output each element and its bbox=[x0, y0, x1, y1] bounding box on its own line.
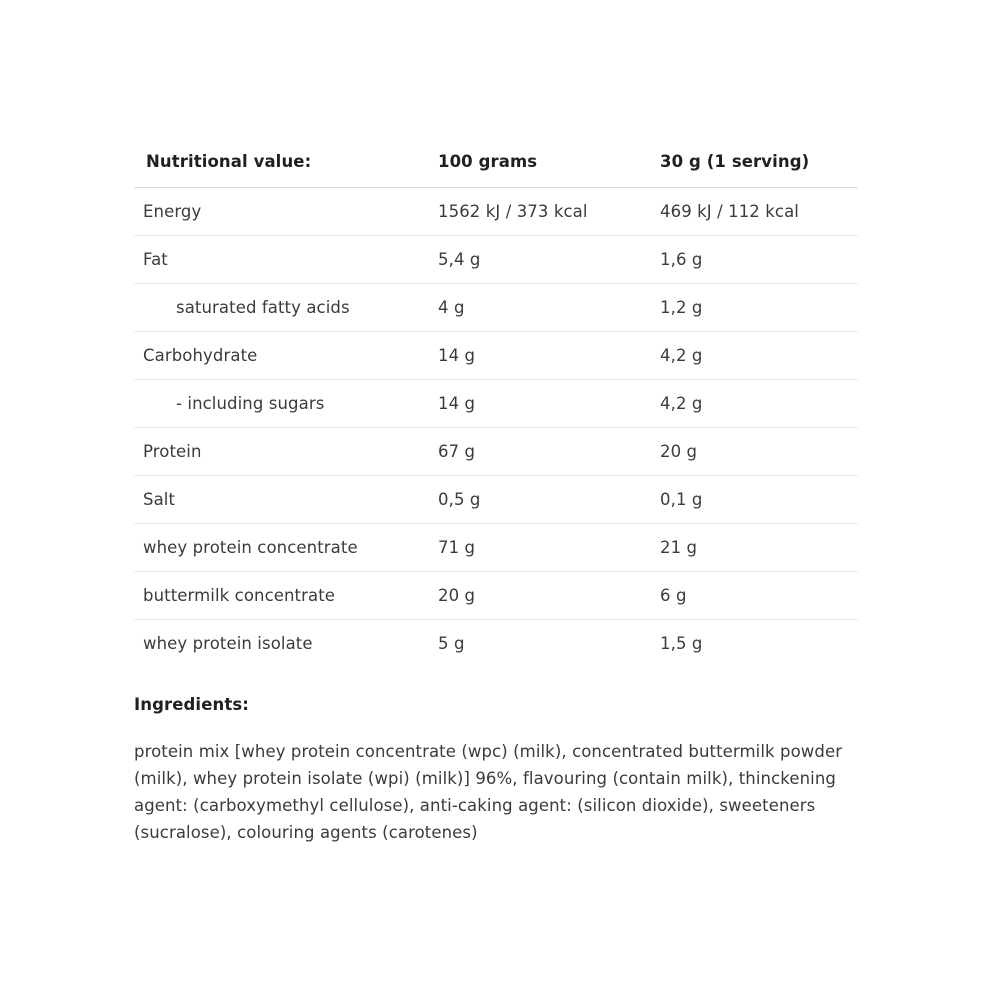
table-header-row bbox=[134, 152, 858, 188]
row-label: Fat bbox=[134, 236, 434, 284]
row-value-serving: 4,2 g bbox=[656, 332, 858, 380]
row-value-100g: 67 g bbox=[434, 428, 656, 476]
table-row bbox=[134, 380, 858, 428]
row-label: buttermilk concentrate bbox=[134, 572, 434, 620]
table-row bbox=[134, 524, 858, 572]
column-header-nutritional-value: Nutritional value: bbox=[134, 152, 434, 188]
table-row bbox=[134, 428, 858, 476]
nutrition-table-head bbox=[134, 152, 858, 188]
row-value-serving: 0,1 g bbox=[656, 476, 858, 524]
row-value-serving: 4,2 g bbox=[656, 380, 858, 428]
row-value-serving: 21 g bbox=[656, 524, 858, 572]
row-label: Salt bbox=[134, 476, 434, 524]
nutrition-table-container bbox=[134, 152, 858, 667]
table-row bbox=[134, 284, 858, 332]
row-value-serving: 1,6 g bbox=[656, 236, 858, 284]
row-label: Protein bbox=[134, 428, 434, 476]
row-value-serving: 1,2 g bbox=[656, 284, 858, 332]
table-row bbox=[134, 332, 858, 380]
table-row bbox=[134, 572, 858, 620]
row-value-serving: 469 kJ / 112 kcal bbox=[656, 188, 858, 236]
row-value-100g: 14 g bbox=[434, 380, 656, 428]
ingredients-text: protein mix [whey protein concentrate (wpc) (milk), concentrated buttermilk powder (milk), whey protein isolate (wpi) (milk)] 96%, flavouring (contain milk), thinckening agent: (carboxymethyl cellulose), anti-caking agent: (silicon dioxide), sweeteners (sucralose), colouring agents (carotenes) bbox=[134, 742, 843, 842]
row-label: - including sugars bbox=[134, 380, 434, 428]
row-value-100g: 5,4 g bbox=[434, 236, 656, 284]
row-label: saturated fatty acids bbox=[134, 284, 434, 332]
column-header-100-grams: 100 grams bbox=[434, 152, 656, 188]
row-value-100g: 20 g bbox=[434, 572, 656, 620]
column-header-serving: 30 g (1 serving) bbox=[656, 152, 858, 188]
row-label: Energy bbox=[134, 188, 434, 236]
row-value-serving: 1,5 g bbox=[660, 634, 703, 653]
ingredients-section bbox=[134, 695, 874, 846]
row-value-100g: 4 g bbox=[434, 284, 656, 332]
row-value-serving: 20 g bbox=[656, 428, 858, 476]
nutrition-table-body bbox=[134, 188, 858, 668]
nutrition-table bbox=[134, 152, 858, 667]
row-value-100g: 1562 kJ / 373 kcal bbox=[434, 188, 656, 236]
row-label: whey protein isolate bbox=[143, 634, 313, 653]
table-row bbox=[134, 188, 858, 236]
row-value-100g: 5 g bbox=[438, 634, 465, 653]
row-value-100g: 71 g bbox=[434, 524, 656, 572]
row-label: whey protein concentrate bbox=[134, 524, 434, 572]
row-label: Carbohydrate bbox=[134, 332, 434, 380]
row-value-serving: 6 g bbox=[656, 572, 858, 620]
row-value-100g: 0,5 g bbox=[434, 476, 656, 524]
table-row bbox=[134, 476, 858, 524]
ingredients-title: Ingredients: bbox=[134, 695, 249, 714]
table-row bbox=[134, 236, 858, 284]
table-row bbox=[134, 620, 858, 668]
row-value-100g: 14 g bbox=[434, 332, 656, 380]
